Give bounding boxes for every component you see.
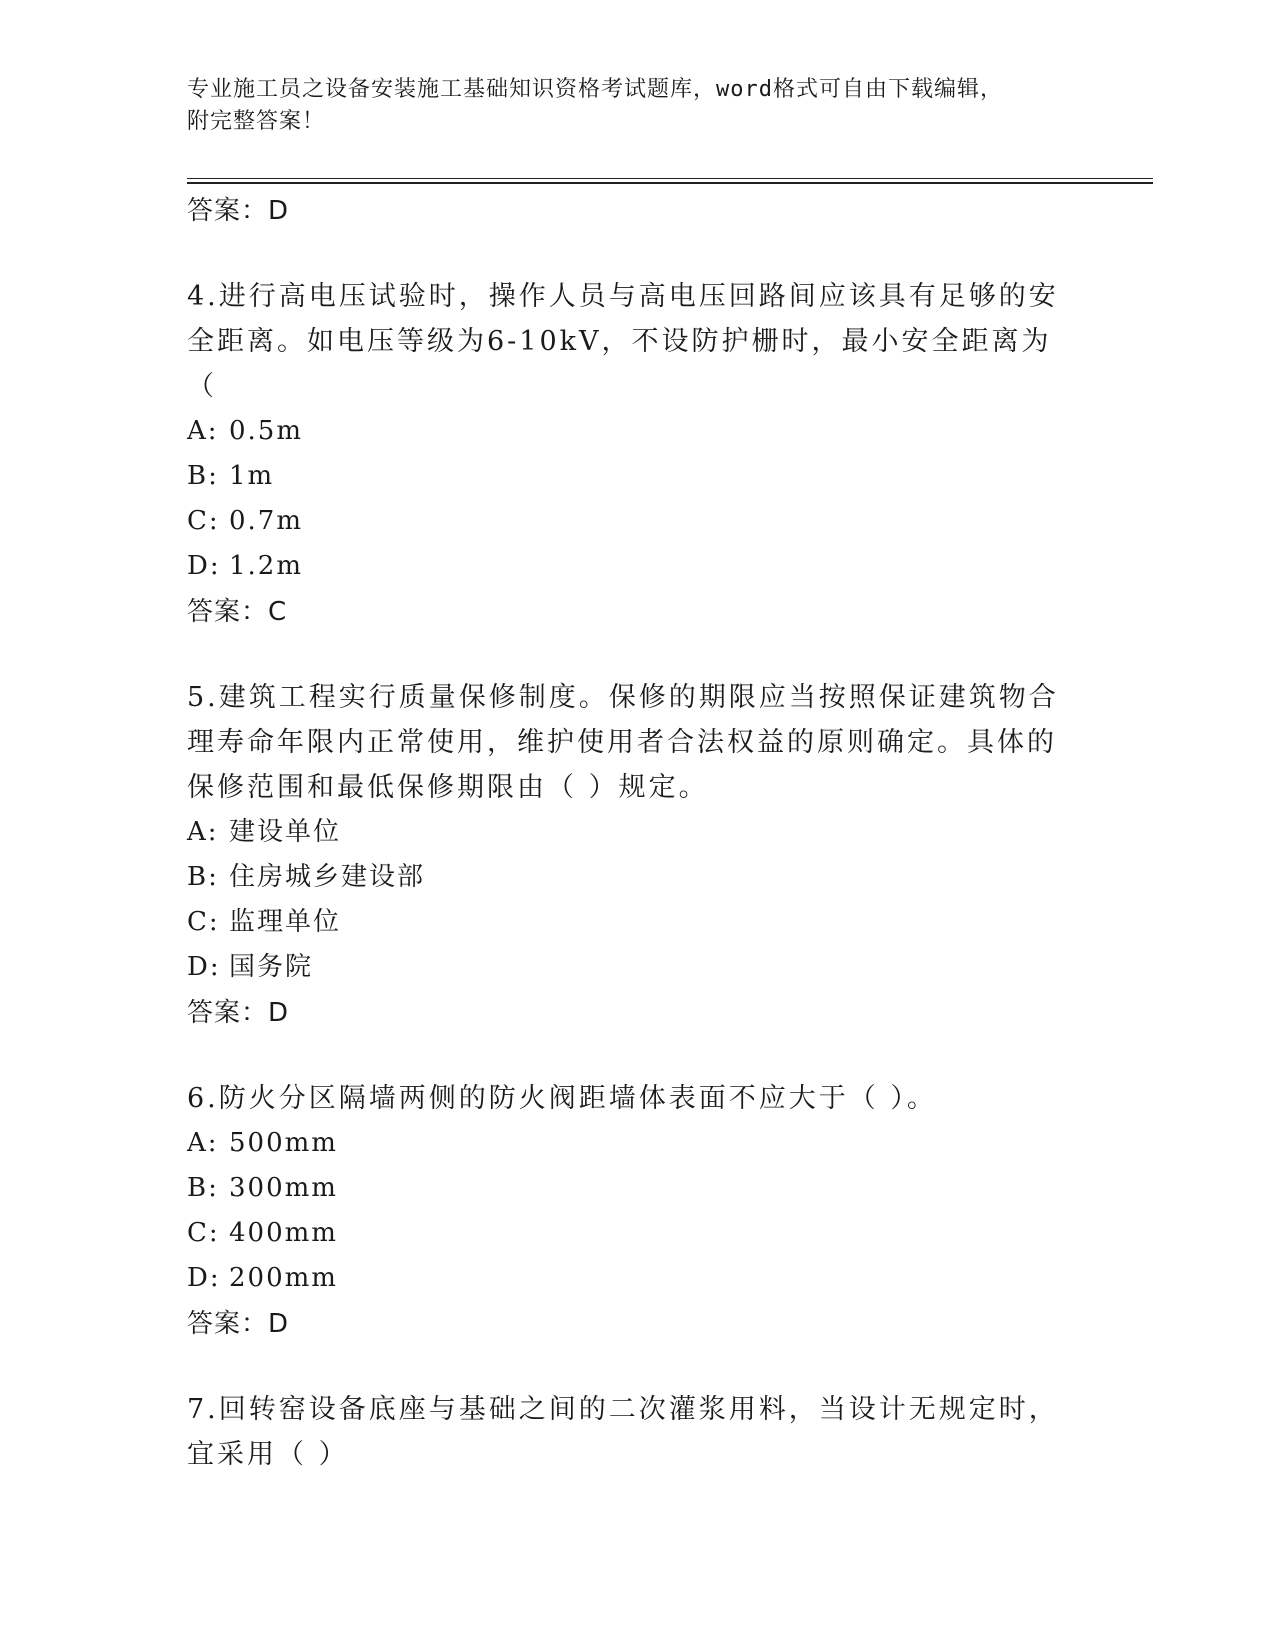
option-c bbox=[187, 499, 1087, 544]
option-a bbox=[187, 1121, 1087, 1166]
question-7 bbox=[187, 1387, 1087, 1477]
option-letter: C: bbox=[187, 1218, 220, 1248]
header-divider-thick bbox=[187, 182, 1153, 184]
option-d bbox=[187, 945, 1087, 990]
question-stem: 7.回转窑设备底座与基础之间的二次灌浆用料，当设计无规定时，宜采用（ ） bbox=[187, 1394, 1059, 1470]
option-letter: A: bbox=[187, 416, 219, 446]
option-letter: D: bbox=[187, 551, 221, 581]
option-a bbox=[187, 810, 1087, 855]
document-header bbox=[187, 74, 1067, 138]
question-4 bbox=[187, 274, 1087, 635]
option-d bbox=[187, 1256, 1087, 1301]
answer-q3: 答案：D bbox=[187, 196, 290, 226]
question-stem: 4.进行高电压试验时，操作人员与高电压回路间应该具有足够的安全距离。如电压等级为6-10kV，不设防护栅时，最小安全距离为（ bbox=[187, 281, 1059, 402]
option-letter: D: bbox=[187, 952, 221, 982]
option-b bbox=[187, 855, 1087, 900]
header-line-2: 附完整答案！ bbox=[187, 109, 326, 134]
option-text: 400mm bbox=[229, 1218, 338, 1248]
answer-q6: 答案：D bbox=[187, 1309, 290, 1339]
option-letter: D: bbox=[187, 1263, 221, 1293]
option-text: 0.7m bbox=[229, 506, 304, 536]
question-stem: 5.建筑工程实行质量保修制度。保修的期限应当按照保证建筑物合理寿命年限内正常使用，维护使用者合法权益的原则确定。具体的保修范围和最低保修期限由（ ）规定。 bbox=[187, 682, 1059, 803]
option-text: 300mm bbox=[229, 1173, 338, 1203]
option-a bbox=[187, 409, 1087, 454]
option-text: 建设单位 bbox=[229, 817, 342, 847]
option-c bbox=[187, 900, 1087, 945]
option-d bbox=[187, 544, 1087, 589]
header-divider-thin bbox=[187, 178, 1153, 179]
option-letter: B: bbox=[187, 461, 219, 491]
option-letter: B: bbox=[187, 1173, 219, 1203]
option-text: 1m bbox=[229, 461, 275, 491]
question-6 bbox=[187, 1076, 1087, 1347]
option-letter: A: bbox=[187, 1128, 219, 1158]
option-text: 监理单位 bbox=[229, 907, 342, 937]
question-list bbox=[187, 188, 1087, 1477]
option-text: 0.5m bbox=[229, 416, 304, 446]
option-b bbox=[187, 454, 1087, 499]
option-b bbox=[187, 1166, 1087, 1211]
option-letter: C: bbox=[187, 506, 220, 536]
answer-q5: 答案：D bbox=[187, 998, 290, 1028]
option-c bbox=[187, 1211, 1087, 1256]
option-text: 500mm bbox=[229, 1128, 338, 1158]
question-stem: 6.防火分区隔墙两侧的防火阀距墙体表面不应大于（ ）。 bbox=[187, 1083, 937, 1114]
option-text: 住房城乡建设部 bbox=[229, 862, 426, 892]
option-letter: A: bbox=[187, 817, 219, 847]
answer-q4: 答案：C bbox=[187, 597, 288, 627]
question-5 bbox=[187, 675, 1087, 1036]
option-text: 国务院 bbox=[229, 952, 314, 982]
option-text: 200mm bbox=[229, 1263, 338, 1293]
header-line-1: 专业施工员之设备安装施工基础知识资格考试题库，word格式可自由下载编辑， bbox=[187, 77, 1003, 102]
option-text: 1.2m bbox=[229, 551, 304, 581]
option-letter: B: bbox=[187, 862, 219, 892]
option-letter: C: bbox=[187, 907, 220, 937]
